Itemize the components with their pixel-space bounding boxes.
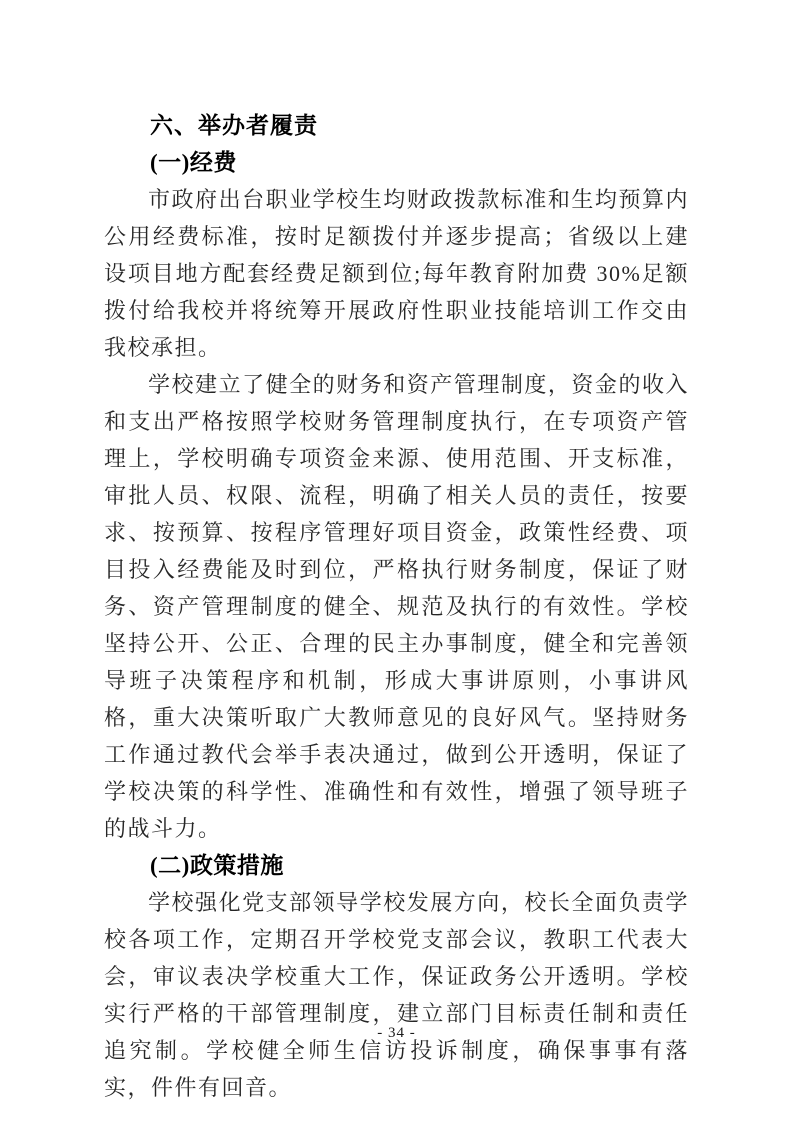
paragraph-funding-1: 市政府出台职业学校生均财政拨款标准和生均预算内公用经费标准，按时足额拨付并逐步提高；省级以上建设项目地方配套经费足额到位;每年教育附加费 30%足额拨付给我校并将统筹开展政府性职业技能培训工作交由我校承担。	[104, 187, 689, 360]
document-content	[104, 107, 689, 1106]
section-title-funding: (一)经费	[150, 150, 237, 175]
page-number: - 34 -	[377, 1025, 416, 1041]
paragraph-funding-2: 学校建立了健全的财务和资产管理制度，资金的收入和支出严格按照学校财务管理制度执行，在专项资产管理上，学校明确专项资金来源、使用范围、开支标准，审批人员、权限、流程，明确了相关人员的责任，按要求、按预算、按程序管理好项目资金，政策性经费、项目投入经费能及时到位，严格执行财务制度，保证了财务、资产管理制度的健全、规范及执行的有效性。学校坚持公开、公正、合理的民主办事制度，健全和完善领导班子决策程序和机制，形成大事讲原则，小事讲风格，重大决策听取广大教师意见的良好风气。坚持财务工作通过教代会举手表决通过，做到公开透明，保证了学校决策的科学性、准确性和有效性，增强了领导班子的战斗力。	[104, 372, 689, 841]
section-title-policy-measures: (二)政策措施	[150, 853, 284, 878]
paragraph-policy-1: 学校强化党支部领导学校发展方向，校长全面负责学校各项工作，定期召开学校党支部会议，教职工代表大会，审议表决学校重大工作，保证政务公开透明。学校实行严格的干部管理制度，建立部门目标责任制和责任追究制。学校健全师生信访投诉制度，确保事事有落实，件件有回音。	[104, 890, 689, 1100]
chapter-heading: 六、举办者履责	[150, 113, 318, 138]
